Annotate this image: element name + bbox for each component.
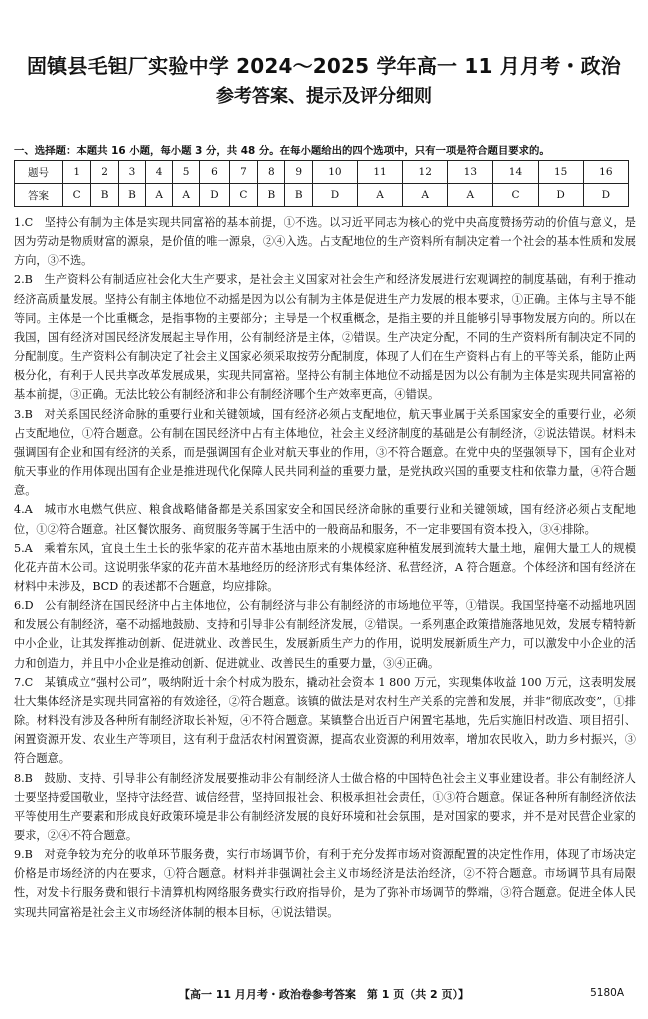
question-number: 14 (493, 161, 538, 184)
question-number: 4 (146, 161, 173, 184)
explanation-item: 3.B 对关系国民经济命脉的重要行业和关键领域，国有经济必须占支配地位，航天事业属于关系国家安全的重要行业，必须占支配地位，①符合题意。公有制在国民经济中占有主体地位，社会主义经济制度的基础是公有制经济，②说法错误。材料未强调国有企业和国有经济的关系，而是强调国有企业对航天事业的作用，③不符合题意。在党中央的坚强领导下，国有企业对航天事业的作用体现出国有企业是推进现代化保障人民共同利益的重要力量，是党执政兴国的重要支柱和依靠力量，④符合题意。 (14, 407, 636, 498)
page-footer: 【高一 11 月月考・政治卷参考答案 第 1 页（共 2 页）】 (178, 988, 470, 1001)
document-code: 5180A (590, 987, 624, 999)
answer-table-answer-row (15, 184, 629, 207)
answer-cell: D (312, 184, 357, 207)
question-number: 10 (312, 161, 357, 184)
question-number: 6 (200, 161, 230, 184)
row-label-number: 题号 (15, 161, 63, 184)
question-number: 2 (91, 161, 118, 184)
explanation-item: 7.C 某镇成立“强村公司”，吸纳附近十余个村成为股东，撬动社会资本 1 800 万元，实现集体收益 100 万元，这表明发展壮大集体经济是实现共同富裕的有效途径，②符合题意。该镇的做法是对农村生产关系的完善和发展，并非“彻底改变”，①排除。材料没有涉及各种所有制经济取长补短，④不符合题意。某镇整合出近百户闲置宅基地，先后实施旧村改造、项目招引、闲置资源开发、农业生产等项目，这有利于盘活农村闲置资源，提高农业资源的利用效率，增加农民收入，助力乡村振兴，③符合题意。 (14, 675, 636, 766)
row-label-answer: 答案 (15, 184, 63, 207)
document-subtitle: 参考答案、提示及评分细则 (216, 86, 432, 107)
question-number: 5 (173, 161, 200, 184)
question-number: 16 (583, 161, 628, 184)
answer-cell: D (538, 184, 583, 207)
explanation-item: 6.D 公有制经济在国民经济中占主体地位，公有制经济与非公有制经济的市场地位平等，①错误。我国坚持毫不动摇地巩固和发展公有制经济，毫不动摇地鼓励、支持和引导非公有制经济发展，②错误。一系列惠企政策措施落地见效，发展专精特新中小企业，让其发挥推动创新、促进就业、改善民生，发展新质生产力的作用，说明发展新质生产力，可以激发中小企业的活力和创造力，并且中小企业是推动创新、促进就业、改善民生的重要力量，③④正确。 (14, 599, 636, 670)
explanation-item: 8.B 鼓励、支持、引导非公有制经济发展要推动非公有制经济人士做合格的中国特色社会主义事业建设者。非公有制经济人士要坚持爱国敬业，坚持守法经营、诚信经营，坚持回报社会、积极承担社会责任，①③符合题意。保证各种所有制经济依法平等使用生产要素和形成良好政策环境是非公有制经济发展的良好环境和社会氛围，是对国家的要求，并不是对民营企业家的要求，②④不符合题意。 (14, 771, 636, 842)
answer-cell: C (229, 184, 257, 207)
answer-cell: C (493, 184, 538, 207)
answer-cell: A (448, 184, 493, 207)
explanation-item: 4.A 城市水电燃气供应、粮食战略储备都是关系国家安全和国民经济命脉的重要行业和关键领域，国有经济必须占支配地位，①②符合题意。社区餐饮服务、商贸服务等属于生活中的一般商品和服务，不一定非要国有资本投入，③④排除。 (14, 503, 636, 536)
question-number: 7 (229, 161, 257, 184)
question-number: 13 (448, 161, 493, 184)
explanations (14, 213, 636, 922)
answer-cell: A (146, 184, 173, 207)
answer-cell: C (63, 184, 91, 207)
answer-cell: B (118, 184, 145, 207)
question-number: 1 (63, 161, 91, 184)
document-title: 固镇县毛钽厂实验中学 2024～2025 学年高一 11 月月考・政治 (26, 54, 621, 78)
question-number: 9 (285, 161, 312, 184)
answer-cell: D (583, 184, 628, 207)
answer-table (14, 160, 629, 207)
explanation-item: 2.B 生产资料公有制适应社会化大生产要求，是社会主义国家对社会生产和经济发展进行宏观调控的制度基础，有利于推动经济高质量发展。坚持公有制主体地位不动摇是因为以公有制为主体是促进生产力发展的根本要求，①正确。主体与主导不能等同。主体是一个比重概念，是指事物的主要部分；主导是一个权重概念，是指主要的并且能够引导事物发展方向的。所以在我国，国有经济对国民经济发展起主导作用，公有制经济是主体，②错误。生产决定分配，不同的生产资料所有制决定不同的分配制度。生产资料公有制决定了社会主义国家必须采取按劳分配制度，体现了人们在生产资料占有上的平等关系，能防止两极分化，有利于人民共享改革发展成果，实现共同富裕。坚持公有制主体地位不动摇是因为以公有制为主体是实现共同富裕的基本前提，③正确。无法比较公有制经济和非公有制经济哪个生产效率更高，④错误。 (14, 273, 636, 402)
question-number: 3 (118, 161, 145, 184)
explanation-item: 5.A 乘着东风，宜良土生土长的张华家的花卉苗木基地由原来的小规模家庭种植发展到流转大量土地，雇佣大量工人的规模化花卉苗木公司。这说明张华家的花卉苗木基地经历的经济形式有集体经济、私营经济，A 符合题意。个体经济和国有经济在材料中未涉及，BCD 的表述都不合题意，均应排除。 (14, 541, 636, 593)
section-heading: 一、选择题：本题共 16 小题，每小题 3 分，共 48 分。在每小题给出的四个选项中，只有一项是符合题目要求的。 (14, 145, 550, 157)
answer-cell: B (91, 184, 118, 207)
answer-cell: B (258, 184, 285, 207)
question-number: 11 (358, 161, 403, 184)
question-number: 8 (258, 161, 285, 184)
answer-cell: A (358, 184, 403, 207)
answer-cell: D (200, 184, 230, 207)
question-number: 12 (403, 161, 448, 184)
explanation-item: 1.C 坚持公有制为主体是实现共同富裕的基本前提，①不选。以习近平同志为核心的党中央高度赞扬劳动的价值与意义，是因为劳动是物质财富的源泉，是价值的唯一源泉，②④入选。占支配地位的生产资料所有制决定着一个社会的基本性质和发展方向，③不选。 (14, 216, 636, 268)
answer-cell: A (403, 184, 448, 207)
question-number: 15 (538, 161, 583, 184)
answer-table-number-row (15, 161, 629, 184)
answer-cell: B (285, 184, 312, 207)
answer-cell: A (173, 184, 200, 207)
explanation-item: 9.B 对竞争较为充分的收单环节服务费，实行市场调节价，有利于充分发挥市场对资源配置的决定性作用，体现了市场决定价格是市场经济的内在要求，①符合题意。材料并非强调社会主义市场经济是法治经济，②不符合题意。市场调节具有局限性，对发卡行服务费和银行卡清算机构网络服务费实行政府指导价，是为了弥补市场调节的弊端，③符合题意。促进全体人民实现共同富裕是社会主义市场经济体制的根本目标，④说法错误。 (14, 848, 636, 919)
